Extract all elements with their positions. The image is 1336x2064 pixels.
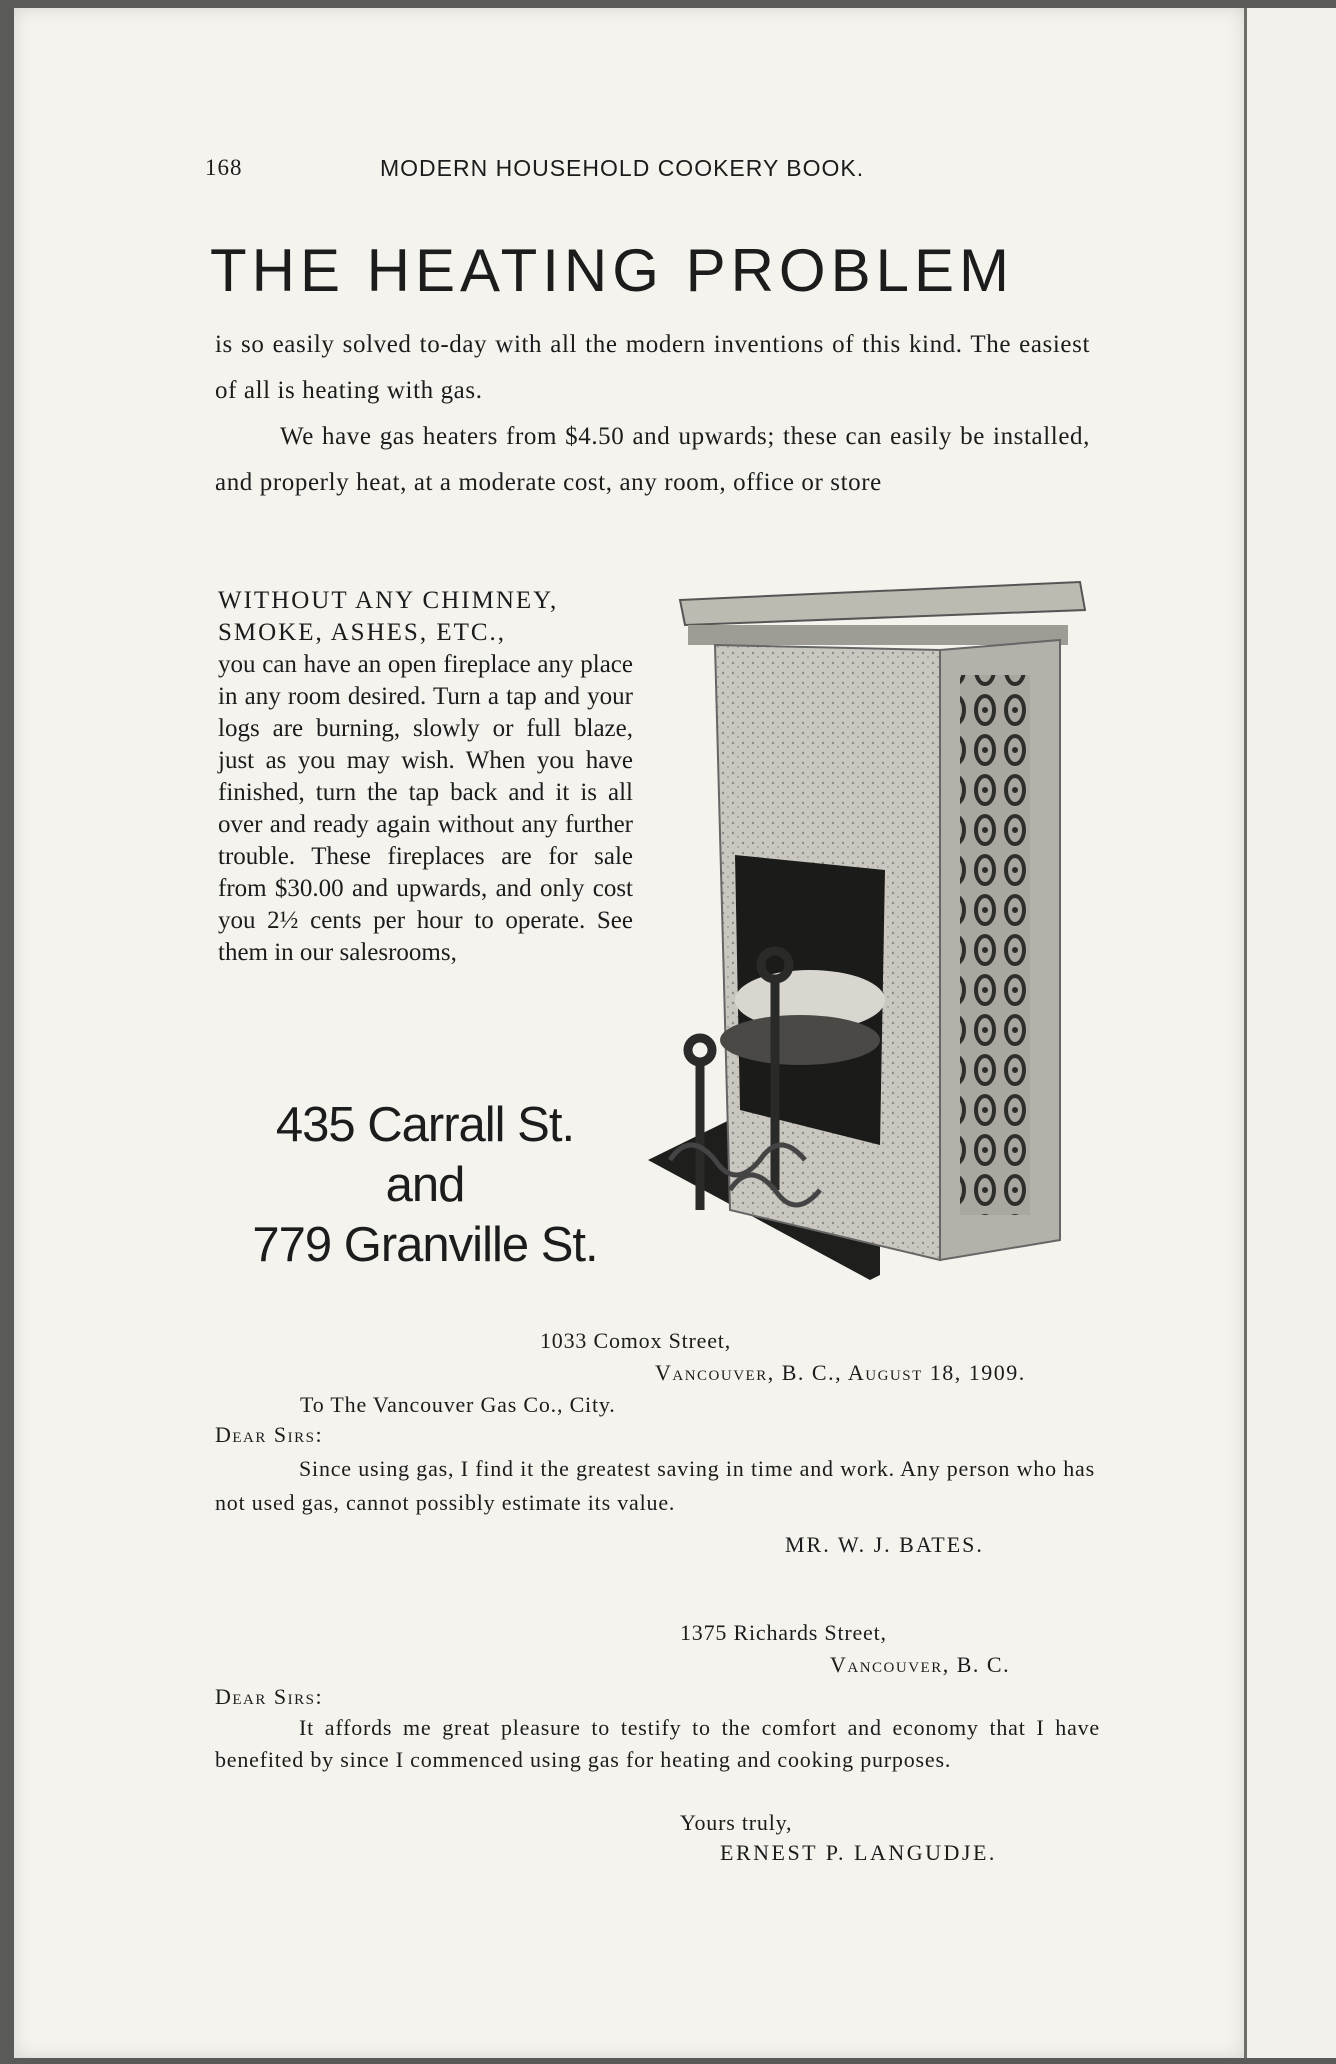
- intro-paragraph-2: We have gas heaters from $4.50 and upwards; these can easily be installed, and properly heat, at a moderate cost, any room, office or store: [215, 423, 1090, 496]
- letter1-signature: MR. W. J. BATES.: [785, 1532, 984, 1557]
- salesroom-addresses: [210, 1095, 640, 1275]
- intro-paragraph-1: is so easily solved to-day with all the modern inventions of this kind. The easiest of all is heating with gas.: [215, 331, 1090, 404]
- letter2-street: 1375 Richards Street,: [680, 1620, 887, 1645]
- book-title: MODERN HOUSEHOLD COOKERY BOOK.: [380, 155, 865, 181]
- ad-caps-line-2: SMOKE, ASHES, ETC.,: [218, 619, 507, 646]
- letter2-city: Vancouver, B. C.: [830, 1652, 1011, 1677]
- letter2-body: It affords me great pleasure to testify to the comfort and economy that I have benefited by since I commenced using gas for heating and cooking purposes.: [215, 1715, 1100, 1772]
- fireplace-ad-text: [218, 585, 633, 969]
- letter2-closing: Yours truly,: [680, 1810, 793, 1835]
- address-and: and: [385, 1158, 465, 1212]
- address-carrall: 435 Carrall St.: [275, 1098, 575, 1152]
- intro-text: [215, 322, 1090, 506]
- page-heading: THE HEATING PROBLEM: [210, 237, 1014, 304]
- next-page-edge: [1244, 8, 1336, 2058]
- letter1-street: 1033 Comox Street,: [540, 1328, 732, 1353]
- letter1-city-date: Vancouver, B. C., August 18, 1909.: [655, 1360, 1026, 1385]
- letter2-salutation: Dear Sirs:: [215, 1684, 324, 1709]
- letter1-body: Since using gas, I find it the greatest saving in time and work. Any person who has not used gas, cannot possibly estimate its value.: [215, 1456, 1095, 1515]
- letter1-recipient: To The Vancouver Gas Co., City.: [300, 1392, 616, 1417]
- gas-fireplace-illustration: [640, 570, 1100, 1290]
- letter2-signature: ERNEST P. LANGUDJE.: [720, 1840, 997, 1865]
- ad-caps-line-1: WITHOUT ANY CHIMNEY,: [218, 587, 559, 614]
- page-number: 168: [205, 155, 243, 180]
- address-granville: 779 Granville St.: [252, 1218, 598, 1272]
- letter1-salutation: Dear Sirs:: [215, 1422, 324, 1447]
- ad-body: you can have an open fireplace any place in any room desired. Turn a tap and your logs are burning, slowly or full blaze, just as you may wish. When you have finished, turn the tap back and it is all over and ready again without any further trouble. These fireplaces are for sale from $30.00 and upwards, and only cost you 2½ cents per hour to operate. See them in our salesrooms,: [218, 651, 633, 966]
